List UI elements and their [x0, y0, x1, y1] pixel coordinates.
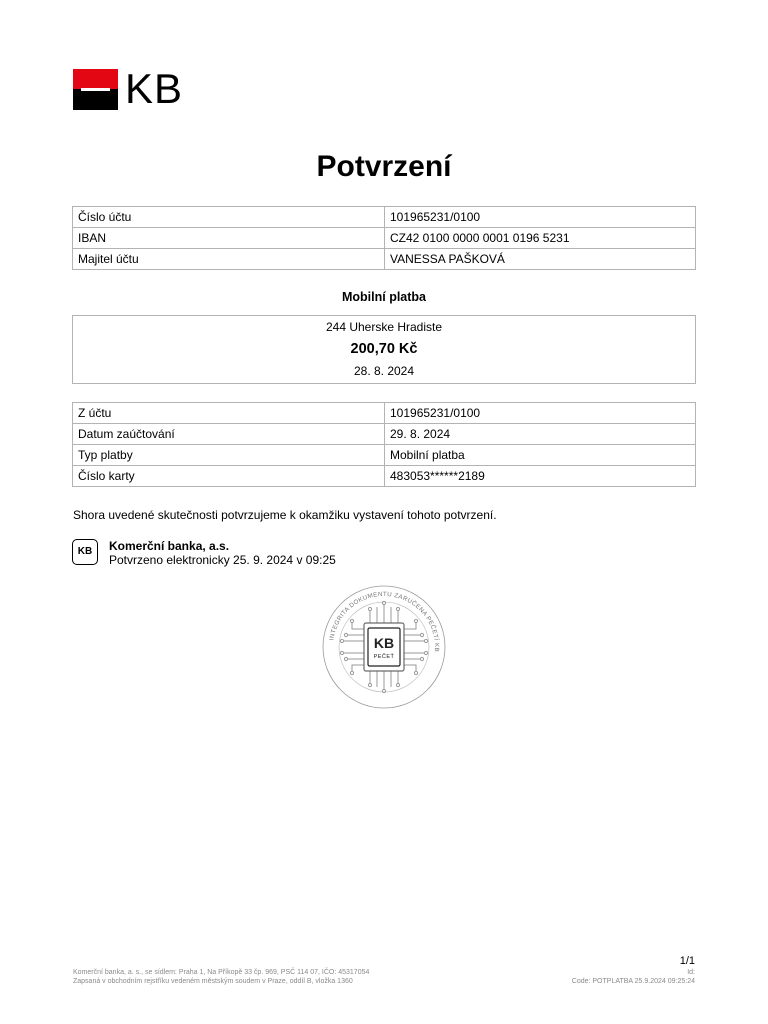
account-number-value: 101965231/0100: [385, 207, 696, 228]
chip-seal-icon: [320, 583, 448, 711]
payment-summary-box: [72, 315, 696, 384]
seal-center-text: KB: [373, 635, 395, 651]
footer-id: Id:: [687, 969, 695, 976]
kb-badge-icon: KB: [72, 539, 98, 565]
table-row: [73, 466, 696, 487]
table-row: [73, 228, 696, 249]
footer-registry: Zapsaná v obchodním rejstříku vedeném městským soudem v Praze, oddíl B, vložka 1360: [73, 978, 353, 985]
table-row: [73, 249, 696, 270]
seal-ring-text: INTEGRITA DOKUMENTU ZARUČENA PEČETÍ KB: [328, 590, 441, 653]
footer-legal-info: [73, 968, 369, 986]
table-row: [73, 424, 696, 445]
posting-date-label: Datum zaúčtování: [73, 424, 385, 445]
account-owner-value: VANESSA PAŠKOVÁ: [385, 249, 696, 270]
kb-logo-mark-icon: [73, 69, 118, 110]
account-table: [72, 206, 696, 270]
table-row: [73, 403, 696, 424]
payment-section-title: Mobilní platba: [341, 290, 427, 304]
account-owner-label: Majitel účtu: [73, 249, 385, 270]
kb-logo: [73, 65, 186, 112]
iban-label: IBAN: [73, 228, 385, 249]
footer-address: Komerční banka, a. s., se sídlem: Praha 1, Na Příkopě 33 čp. 969, PSČ 114 07, IČO: 45317054: [73, 969, 370, 976]
from-account-label: Z účtu: [73, 403, 385, 424]
page-title: Potvrzení: [316, 150, 452, 183]
seal-center-subtext: PEČEŤ: [373, 654, 395, 660]
from-account-value: 101965231/0100: [385, 403, 696, 424]
confirmation-statement: Shora uvedené skutečnosti potvrzujeme k okamžiku vystavení tohoto potvrzení.: [73, 508, 497, 522]
payment-details-table: [72, 402, 696, 487]
card-number-value: 483053******2189: [385, 466, 696, 487]
footer-code: Code: POTPLATBA 25.9.2024 09:25:24: [571, 978, 695, 985]
footer-document-code: [572, 968, 695, 986]
iban-value: CZ42 0100 0000 0001 0196 5231: [385, 228, 696, 249]
payment-type-label: Typ platby: [73, 445, 385, 466]
payment-type-value: Mobilní platba: [385, 445, 696, 466]
card-number-label: Číslo karty: [73, 466, 385, 487]
table-row: [73, 445, 696, 466]
payment-amount: 200,70 Kč: [350, 341, 418, 357]
posting-date-value: 29. 8. 2024: [385, 424, 696, 445]
kb-logo-text: KB: [125, 65, 184, 112]
account-number-label: Číslo účtu: [73, 207, 385, 228]
table-row: [73, 207, 696, 228]
payment-date: 28. 8. 2024: [353, 364, 415, 378]
confirming-bank-name: Komerční banka, a.s.: [109, 539, 230, 553]
payment-merchant: 244 Uherske Hradiste: [325, 320, 443, 334]
page-number: 1/1: [679, 955, 695, 967]
electronic-confirmation-note: Potvrzeno elektronicky 25. 9. 2024 v 09:25: [109, 553, 336, 567]
